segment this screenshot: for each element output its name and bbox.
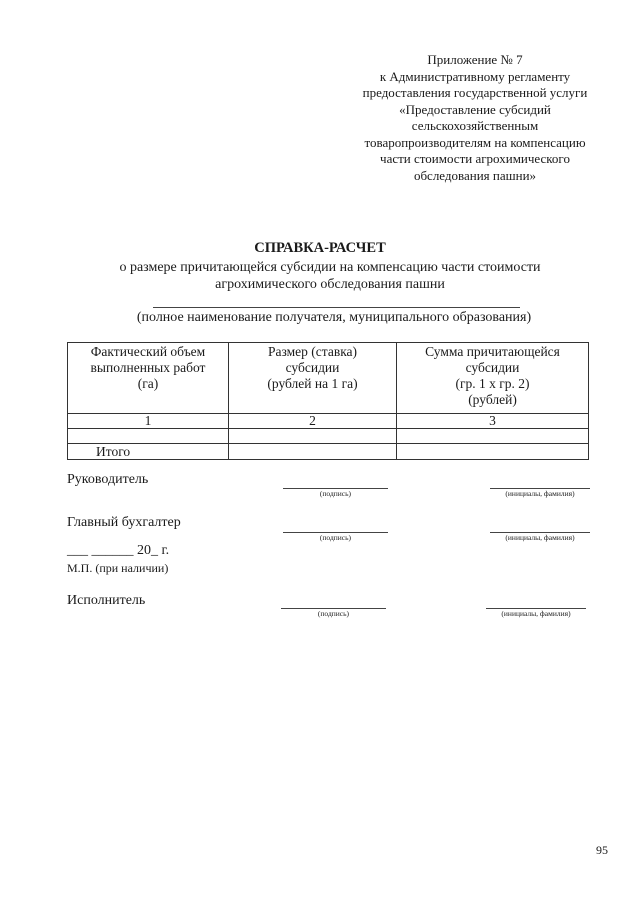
subtitle-line: о размере причитающейся субсидии на компенсацию части стоимости xyxy=(119,260,541,275)
table-row xyxy=(68,429,589,444)
executor-name-caption: (инициалы, фамилия) xyxy=(501,609,571,618)
header-cell-amount xyxy=(397,343,589,414)
header-line: (рублей) xyxy=(468,392,517,407)
appendix-line: предоставления государственной услуги xyxy=(362,85,588,100)
appendix-line: сельскохозяйственным xyxy=(411,118,539,133)
stamp-note: М.П. (при наличии) xyxy=(67,561,169,575)
table-cell xyxy=(397,429,589,444)
table-cell xyxy=(68,429,229,444)
header-cell-volume xyxy=(68,343,229,414)
header-line: субсидии xyxy=(285,360,340,375)
header-line: (га) xyxy=(137,376,159,391)
column-number: 1 xyxy=(68,414,229,429)
header-line: Фактический объем xyxy=(90,344,206,359)
page-number: 95 xyxy=(596,843,608,857)
executor-signature-caption: (подпись) xyxy=(317,609,350,618)
date-line: ___ ______ 20_ г. xyxy=(67,543,170,558)
head-role-label: Руководитель xyxy=(67,472,149,487)
column-number: 3 xyxy=(397,414,589,429)
accountant-name-caption: (инициалы, фамилия) xyxy=(505,533,575,542)
header-cell-rate xyxy=(229,343,397,414)
subtitle-line: агрохимического обследования пашни xyxy=(215,277,445,292)
table-cell xyxy=(397,444,589,460)
column-number: 2 xyxy=(229,414,397,429)
table-cell xyxy=(229,444,397,460)
appendix-line: части стоимости агрохимического xyxy=(380,151,570,166)
executor-role-label: Исполнитель xyxy=(67,593,146,608)
appendix-line: Приложение № 7 xyxy=(427,52,523,67)
header-line: выполненных работ xyxy=(90,360,206,375)
appendix-line: товаропроизводителям на компенсацию xyxy=(364,134,586,150)
recipient-fill-line xyxy=(153,307,520,308)
appendix-block xyxy=(330,52,620,184)
appendix-line: обследования пашни» xyxy=(413,167,537,183)
head-name-caption: (инициалы, фамилия) xyxy=(505,489,575,498)
appendix-line: к Административному регламенту xyxy=(379,68,571,84)
header-line: (гр. 1 x гр. 2) xyxy=(455,376,530,391)
header-line: (рублей на 1 га) xyxy=(267,376,358,391)
table-cell xyxy=(229,429,397,444)
header-line: субсидии xyxy=(465,360,520,375)
document-title: СПРАВКА-РАСЧЕТ xyxy=(254,240,386,256)
head-signature-caption: (подпись) xyxy=(319,489,352,498)
column-number-row xyxy=(68,414,589,429)
document-subtitle xyxy=(70,259,590,293)
total-row xyxy=(68,444,589,460)
appendix-line: «Предоставление субсидий xyxy=(399,101,551,117)
calculation-table xyxy=(67,342,589,460)
accountant-role-label: Главный бухгалтер xyxy=(67,515,181,530)
recipient-caption: (полное наименование получателя, муниципального образования) xyxy=(136,310,532,325)
table-header-row xyxy=(68,343,589,414)
header-line: Сумма причитающейся xyxy=(425,344,560,359)
header-line: Размер (ставка) xyxy=(267,344,358,359)
accountant-signature-caption: (подпись) xyxy=(319,533,352,542)
total-label: Итого xyxy=(68,444,229,460)
